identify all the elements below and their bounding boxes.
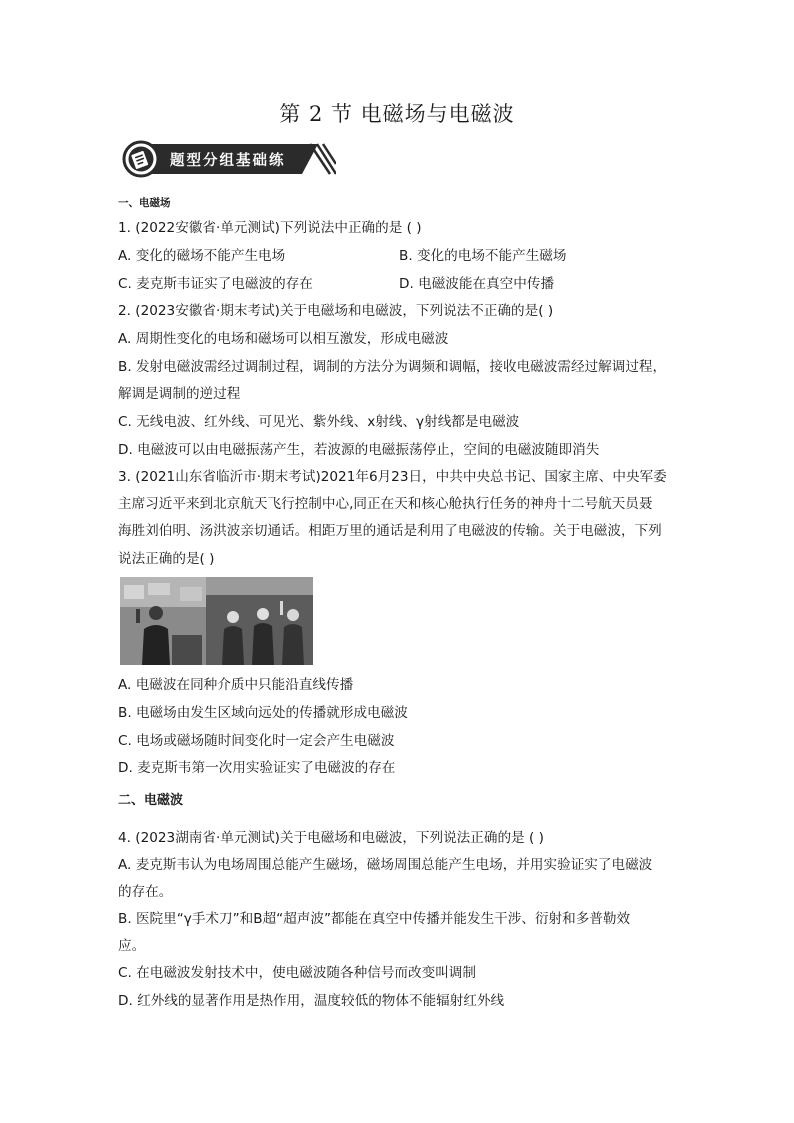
question-stem: 3. (2021山东省临沂市·期末考试)2021年6月23日，中共中央总书记、国家主席、中央军委 [118,469,667,485]
question-stem: 2. (2023安徽省·期末考试)关于电磁场和电磁波，下列说法不正确的是( ) [118,303,554,319]
option-c: C. 在电磁波发射技术中，使电磁波随各种信号而改变叫调制 [118,965,476,981]
option-d: D. 电磁波能在真空中传播 [399,276,555,292]
question-stem: 4. (2023湖南省·单元测试)关于电磁场和电磁波，下列说法正确的是 ( ) [118,830,544,846]
section-heading: 一、电磁场 [118,197,171,209]
option-d: D. 红外线的显著作用是热作用，温度较低的物体不能辐射红外线 [118,993,505,1009]
option-a: A. 变化的磁场不能产生电场 [118,248,286,264]
option-b: B. 变化的电场不能产生磁场 [399,248,567,264]
option-a: A. 周期性变化的电场和磁场可以相互激发，形成电磁波 [118,331,449,347]
option-d: D. 电磁波可以由电磁振荡产生，若波源的电磁振荡停止，空间的电磁波随即消失 [118,442,600,458]
option-d: D. 麦克斯韦第一次用实验证实了电磁波的存在 [118,760,396,776]
option-c: C. 麦克斯韦证实了电磁波的存在 [118,276,313,292]
option-a: A. 电磁波在同种介质中只能沿直线传播 [118,677,354,693]
question-stem-line: 海胜刘伯明、汤洪波亲切通话。相距万里的通话是利用了电磁波的传输。关于电磁波，下列 [118,523,662,539]
option-a-continued: 的存在。 [118,884,173,900]
option-b: B. 电磁场由发生区域向远处的传播就形成电磁波 [118,705,408,721]
option-a: A. 麦克斯韦认为电场周围总能产生磁场，磁场周围总能产生电场，并用实验证实了电磁波 [118,857,653,873]
option-b-continued: 解调是调制的逆过程 [118,386,241,402]
banner-label: 题型分组基础练 [170,153,286,169]
document-icon [124,142,158,176]
page-title: 第 2 节 电磁场与电磁波 [279,102,515,126]
question-stem-line: 主席习近平来到北京航天飞行控制中心,同正在天和核心舱执行任务的神舟十二号航天员聂 [118,496,653,512]
question-stem-line: 说法正确的是( ) [118,551,215,567]
option-b: B. 医院里“γ手术刀”和B超“超声波”都能在真空中传播并能发生干涉、衍射和多普勒效 [118,911,631,927]
option-b: B. 发射电磁波需经过调制过程，调制的方法分为调频和调幅，接收电磁波需经过解调过程， [118,359,667,375]
news-photo [120,577,313,665]
section-banner [122,140,336,178]
option-c: C. 无线电波、红外线、可见光、紫外线、x射线、γ射线都是电磁波 [118,414,520,430]
section-heading: 二、电磁波 [118,793,184,808]
option-b-continued: 应。 [118,938,146,954]
question-stem: 1. (2022安徽省·单元测试)下列说法中正确的是 ( ) [118,220,422,236]
option-c: C. 电场或磁场随时间变化时一定会产生电磁波 [118,733,395,749]
